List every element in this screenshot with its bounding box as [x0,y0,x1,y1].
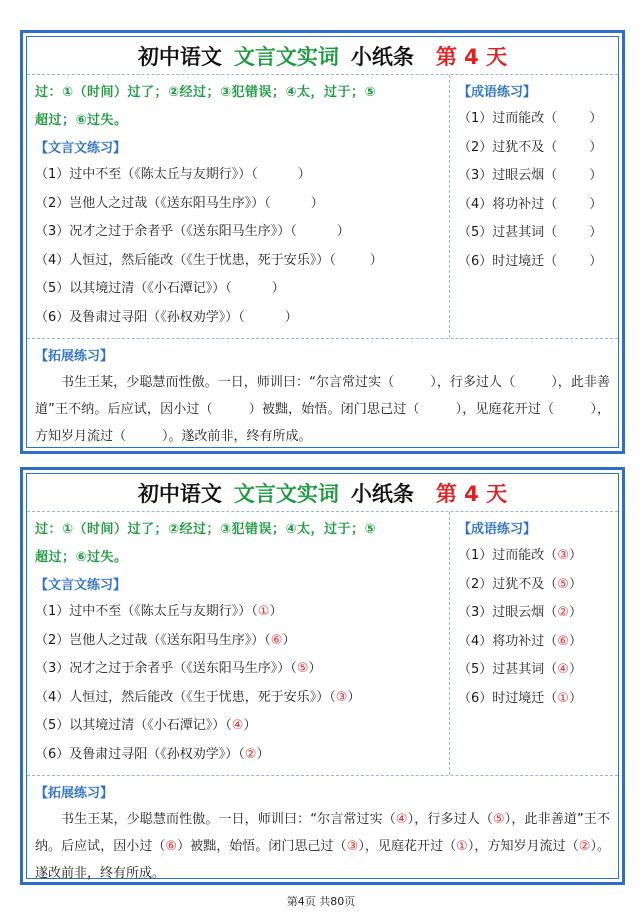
title-topic: 文言文实词 [233,44,339,69]
passage-text: ），见庭花开过（ [358,839,457,854]
classical-heading: 【文言文练习】 [35,578,127,593]
item-close: ） [589,111,603,126]
right-column [450,512,618,775]
classical-item [35,741,443,770]
item-close: ） [310,195,324,211]
item-close: ） [308,661,322,676]
passage-text: 书生王某，少聪慧而性傲。一日，师训曰：“尔言常过实（ [61,812,396,827]
extension-heading: 【拓展练习】 [35,349,114,364]
answer-value: ⑥ [165,839,178,854]
item-close: ） [369,252,383,268]
answer-value: ⑤ [296,661,309,676]
item-close: ） [589,225,603,240]
classical-item [35,275,443,304]
item-text: （2）过犹不及（ [458,576,558,592]
extension-passage [35,369,610,450]
classical-item [35,684,443,713]
item-text: （4）将功补过（ [458,633,558,649]
item-close: ） [271,281,285,296]
item-close: ） [568,576,582,592]
item-close: ） [568,605,582,620]
item-text: （1）过中不至（《陈太丘与友期行》）（ [35,604,258,619]
answer-value: ① [456,839,468,854]
item-text: （6）及鲁肃过寻阳（《孙权劝学》）（ [35,309,245,325]
answer-value: ⑤ [493,812,505,827]
title-day: 第 4 天 [435,481,508,506]
answer-value: ③ [346,839,359,854]
item-text: （5）以其境过清（《小石潭记》）（ [35,281,232,296]
passage-text: ），方知岁月流过（ [467,839,579,854]
item-close: ） [568,633,582,649]
answer-value: ① [557,690,569,706]
answer-value: ② [557,605,569,620]
item-close: ） [589,253,603,269]
title-subject: 初中语文 [137,481,222,506]
extension-passage [35,806,610,887]
item-text: （6）时过境迁（ [458,690,558,706]
passage-text: ），行多过人（ [407,812,493,827]
item-close: ） [568,662,582,677]
idiom-item [458,162,612,191]
idiom-item [458,542,612,571]
idiom-item [458,105,612,134]
item-close: ） [256,746,270,762]
passage-text: ）被黜，始悟。闭门思己过（ [248,402,420,417]
item-text: （4）人恒过，然后能改（《生于忧患，死于安乐》）（ [35,252,336,268]
item-text: （5）过甚其词（ [458,225,558,240]
item-text: （4）人恒过，然后能改（《生于忧患，死于安乐》）（ [35,689,336,705]
answer-value: ④ [231,718,244,733]
idiom-item [458,685,612,714]
item-close: ） [589,196,603,212]
item-close: ） [347,689,361,705]
item-text: （4）将功补过（ [458,196,558,212]
passage-text: ），此非善道”王不纳。后应试，因小过（ [35,812,610,854]
idiom-item [458,628,612,657]
answer-value: ⑥ [557,633,569,649]
answer-value: ① [257,604,270,619]
classical-heading: 【文言文练习】 [35,141,127,156]
title-day: 第 4 天 [435,44,508,69]
classical-item [35,218,443,247]
passage-text: ），此非善道”王不纳。后应试，因小过（ [35,375,610,417]
classical-item [35,655,443,684]
answer-value: ② [244,746,257,762]
item-close: ） [568,548,582,563]
idiom-item [458,191,612,220]
extension-section [27,339,618,454]
card-frame [26,473,619,879]
card-body [27,512,618,776]
item-text: （5）以其境过清（《小石潭记》）（ [35,718,232,733]
item-close: ） [243,718,257,733]
answer-value: ③ [335,689,348,705]
item-text: （3）过眼云烟（ [458,168,558,183]
item-text: （2）岂他人之过哉（《送东阳马生序》）（ [35,195,271,211]
answer-value: ⑤ [557,576,569,592]
answer-value: ④ [395,812,408,827]
idiom-heading: 【成语练习】 [458,85,537,100]
classical-item [35,161,443,190]
passage-text: ），方知岁月流过（ [35,402,610,444]
classical-item [35,627,443,656]
passage-text: ）。遂改前非，终有所成。 [35,839,610,881]
card-frame [26,36,619,448]
classical-item [35,304,443,333]
item-text: （2）过犹不及（ [458,139,558,155]
classical-item [35,712,443,741]
item-text: （3）况才之过于余者乎（《送东阳马生序》）（ [35,224,297,239]
passage-text: ），行多过人（ [430,375,516,390]
classical-item [35,598,443,627]
definition-line-2: 超过；⑥过失。 [35,550,128,565]
classical-item [35,247,443,276]
classical-item [35,190,443,219]
item-text: （3）过眼云烟（ [458,605,558,620]
worksheet-card-blank [20,30,625,454]
idiom-item [458,219,612,248]
passage-text: ）。遂改前非，终有所成。 [162,429,312,444]
card-title [27,37,618,75]
item-close: ） [589,168,603,183]
item-text: （5）过甚其词（ [458,662,558,677]
definition-line-1: 过：①（时间）过了；②经过；③犯错误；④太，过于；⑤ [35,522,377,537]
item-close: ） [589,139,603,155]
passage-text: ）被黜，始悟。闭门思己过（ [177,839,347,854]
definition-line-1: 过：①（时间）过了；②经过；③犯错误；④太，过于；⑤ [35,85,377,100]
item-text: （1）过而能改（ [458,548,558,563]
idiom-item [458,656,612,685]
idiom-heading: 【成语练习】 [458,522,537,537]
item-text: （2）岂他人之过哉（《送东阳马生序》）（ [35,632,271,648]
passage-text: 书生王某，少聪慧而性傲。一日，师训曰：“尔言常过实（ [61,375,395,390]
idiom-item [458,248,612,277]
left-column [27,75,450,338]
passage-text: ），见庭花开过（ [455,402,555,417]
card-title [27,474,618,512]
item-close: ） [297,167,311,182]
item-close: ） [284,309,298,325]
answer-value: ⑥ [270,632,283,648]
item-close: ） [568,690,582,706]
answer-value: ③ [557,548,569,563]
idiom-item [458,134,612,163]
page-footer: 第4页 共80页 [286,895,356,908]
extension-heading: 【拓展练习】 [35,786,114,801]
answer-value: ④ [557,662,569,677]
title-subject: 初中语文 [137,44,222,69]
definition-line-2: 超过；⑥过失。 [35,113,128,128]
item-text: （1）过而能改（ [458,111,558,126]
item-text: （6）及鲁肃过寻阳（《孙权劝学》）（ [35,746,245,762]
card-body [27,75,618,339]
extension-section [27,776,618,891]
item-text: （3）况才之过于余者乎（《送东阳马生序》）（ [35,661,297,676]
idiom-item [458,571,612,600]
idiom-item [458,599,612,628]
item-close: ） [336,224,350,239]
item-close: ） [269,604,283,619]
item-text: （1）过中不至（《陈太丘与友期行》）（ [35,167,258,182]
worksheet-card-answers [20,467,625,885]
answer-value: ② [578,839,591,854]
title-type: 小纸条 [350,44,414,69]
title-type: 小纸条 [350,481,414,506]
right-column [450,75,618,338]
left-column [27,512,450,775]
title-topic: 文言文实词 [233,481,339,506]
item-close: ） [282,632,296,648]
item-text: （6）时过境迁（ [458,253,558,269]
